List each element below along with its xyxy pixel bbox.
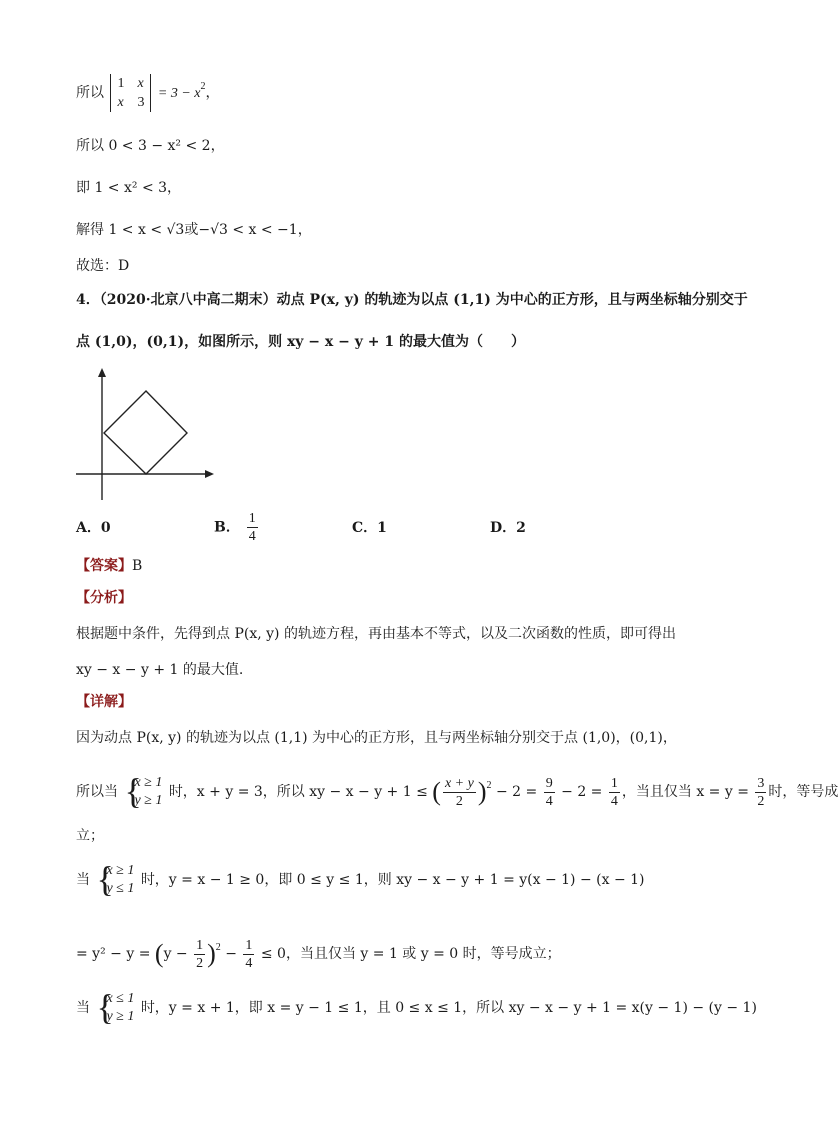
b-den: 4 xyxy=(248,529,256,544)
choice-b-label: B． xyxy=(214,519,240,536)
case-3-cond-2: y ≥ 1 xyxy=(106,1009,135,1024)
analysis-line-2: xy − x − y + 1 的最大值. xyxy=(76,662,244,678)
case-1-text-3: − 2 = xyxy=(561,784,603,800)
solution-a: 解得 1 < x < √3 xyxy=(76,222,185,238)
question-line-1 xyxy=(76,290,748,310)
case-1-text-5: 时，等号成 xyxy=(768,784,838,800)
case-3-system: { x ≤ 1 y ≥ 1 xyxy=(96,987,135,1027)
case-1-square-exp: 2 xyxy=(486,780,492,791)
det-result-end: ， xyxy=(205,85,220,101)
detail-line-1: 因为动点 P(x, y) 的轨迹为以点 (1,1) 为中心的正方形，且与两坐标轴分别交于点 (1,0)，(0,1)， xyxy=(76,730,677,746)
line-3: 即 1 < x² < 3， xyxy=(76,180,182,196)
answer-value: B xyxy=(132,558,143,574)
det-b: x xyxy=(137,76,144,91)
case-1-prefix: 所以当 xyxy=(76,784,118,800)
case-1-frac-1 xyxy=(443,775,476,810)
c2h-den: 2 xyxy=(196,955,204,971)
det-d: 3 xyxy=(137,95,145,110)
choice-b xyxy=(214,510,260,545)
det-line xyxy=(76,74,220,112)
case-1-system: { x ≥ 1 y ≥ 1 xyxy=(124,771,163,811)
c2q-num: 1 xyxy=(245,937,253,953)
c1f2-num: 9 xyxy=(545,775,553,791)
case-2-text-a: = y² − y = xyxy=(76,946,151,962)
square-figure xyxy=(72,364,222,504)
case-1-text-4: ，当且仅当 x = y = xyxy=(621,784,749,800)
c1f4-den: 2 xyxy=(757,793,765,809)
c1f1-num: x + y xyxy=(444,775,474,791)
det-result: = 3 − x xyxy=(157,86,201,101)
case-1-continuation: 立； xyxy=(76,828,104,844)
c1f2-den: 4 xyxy=(545,793,553,809)
answer-line xyxy=(76,556,142,576)
question-line-2: 点 (1,0)，(0,1)，如图所示，则 xy − x − y + 1 的最大值为（ ） xyxy=(76,334,525,350)
case-2-text-d: ≤ 0，当且仅当 y = 1 或 y = 0 时，等号成立； xyxy=(260,946,561,962)
case-2-system: { x ≥ 1 y ≤ 1 xyxy=(96,859,135,899)
c2h-num: 1 xyxy=(196,937,204,953)
case-1-frac-3 xyxy=(609,775,620,810)
det-c: x xyxy=(117,95,124,110)
question-text-1: 动点 P(x, y) 的轨迹为以点 (1,1) 为中心的正方形，且与两坐标轴分别交于 xyxy=(276,292,748,308)
case-2-square-exp: 2 xyxy=(215,942,221,953)
choose-line: 故选：D xyxy=(76,258,130,274)
case-2 xyxy=(76,859,645,899)
case-2-quarter xyxy=(243,937,254,972)
solution-b: −√3 < x < −1， xyxy=(198,222,312,238)
b-num: 1 xyxy=(248,511,256,526)
case-3-text-1: 时，y = x + 1，即 x = y − 1 ≤ 1，且 0 ≤ x ≤ 1，所以 xy − x − y + 1 = x(y − 1) − (y − 1) xyxy=(140,1000,757,1016)
case-3-cond-1: x ≤ 1 xyxy=(106,991,135,1006)
c1f4-num: 3 xyxy=(757,775,765,791)
case-3-prefix: 当 xyxy=(76,1000,90,1016)
det-result-exp: 2 xyxy=(200,81,206,92)
case-2-text-1: 时，y = x − 1 ≥ 0，即 0 ≤ y ≤ 1，则 xy − x − y + 1 = y(x − 1) − (x − 1) xyxy=(140,872,645,888)
case-1-cond-1: x ≥ 1 xyxy=(134,775,163,790)
choice-b-fraction xyxy=(247,510,258,545)
question-number: 4． xyxy=(76,292,100,308)
detail-tag: 【详解】 xyxy=(76,694,132,710)
case-1-frac-4 xyxy=(755,775,766,810)
case-2-text-b: y − xyxy=(163,946,188,962)
case-1: 所以当 { x ≥ 1 y ≥ 1 时，x + y = 3，所以 xy − x − y + 1 ≤ ( $\frac{x + y}{2}$ )$^2$ − 2 = $\frac{9}{4}$ − 2 = $\frac{1}{4}$ ，当且仅当 x = y = $\frac{3}{2}$ 时，等号成 xyxy=(76,771,838,811)
case-3 xyxy=(76,987,757,1027)
solution-or: 或 xyxy=(184,222,199,238)
line-2: 所以 0 < 3 − x² < 2， xyxy=(76,138,225,154)
analysis-tag: 【分析】 xyxy=(76,590,132,606)
c2q-den: 4 xyxy=(245,955,253,971)
det-a: 1 xyxy=(117,76,125,91)
determinant xyxy=(110,74,151,112)
case-1-text-2: − 2 = xyxy=(495,784,538,800)
choice-c: C．1 xyxy=(352,520,387,536)
case-2-text-c: − xyxy=(225,946,237,962)
case-1-text-1: 时，x + y = 3，所以 xy − x − y + 1 ≤ xyxy=(168,784,428,800)
case-1-cond-2: y ≥ 1 xyxy=(134,793,163,808)
case-1-frac-2 xyxy=(544,775,555,810)
case-2-half xyxy=(194,937,205,972)
c1f3-den: 4 xyxy=(610,793,618,809)
case-2-cond-2: y ≤ 1 xyxy=(106,881,135,896)
text-suoyi: 所以 xyxy=(76,85,104,101)
c1f3-num: 1 xyxy=(610,775,618,791)
line-4 xyxy=(76,220,312,240)
answer-tag: 【答案】 xyxy=(76,558,132,574)
case-2-cond-1: x ≥ 1 xyxy=(106,863,135,878)
case-2-line-2: = y² − y = (y − $\frac{1}{2}$ )$^2$ − $\frac{1}{4}$ ≤ 0，当且仅当 y = 1 或 y = 0 时，等号成立； xyxy=(76,937,561,971)
choice-d: D．2 xyxy=(490,520,526,536)
y-axis-arrow xyxy=(98,368,106,377)
x-axis-arrow xyxy=(205,470,214,478)
square-trajectory xyxy=(104,391,187,474)
c1f1-den: 2 xyxy=(455,793,463,809)
question-source: （2020·北京八中高二期末） xyxy=(99,292,277,308)
case-2-prefix: 当 xyxy=(76,872,90,888)
choice-a: A．0 xyxy=(76,520,111,536)
analysis-line-1: 根据题中条件，先得到点 P(x, y) 的轨迹方程，再由基本不等式，以及二次函数的性质，即可得出 xyxy=(76,626,676,642)
